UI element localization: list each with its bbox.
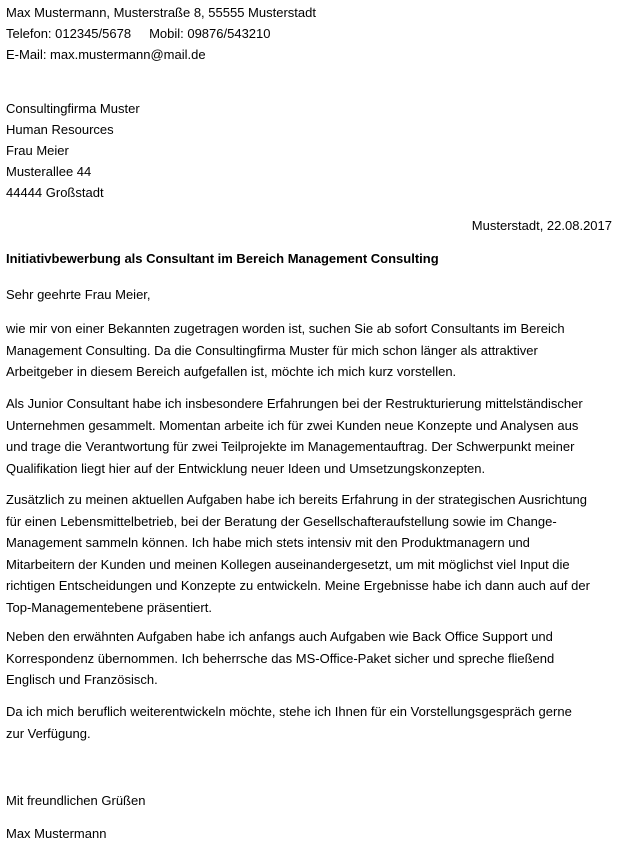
body-paragraph-4: [6, 626, 612, 691]
sender-phone: Telefon: 012345/5678: [6, 26, 132, 41]
body-paragraph-1: [6, 318, 612, 383]
paragraph-line: Neben den erwähnten Aufgaben habe ich anfangs auch Aufgaben wie Back Office Support und: [6, 629, 553, 644]
paragraph-line: zur Verfügung.: [6, 725, 91, 741]
recipient-block: [6, 98, 612, 203]
recipient-department: Human Resources: [6, 122, 114, 137]
paragraph-line: Englisch und Französisch.: [6, 672, 158, 687]
sender-mobile: Mobil: 09876/543210: [149, 26, 271, 41]
recipient-city: 44444 Großstadt: [6, 185, 104, 200]
sender-email: E-Mail: max.mustermann@mail.de: [6, 47, 206, 62]
signature-name: Max Mustermann: [6, 826, 107, 841]
paragraph-line: Als Junior Consultant habe ich insbesondere Erfahrungen bei der Restrukturierung mittelständischer: [6, 396, 583, 411]
paragraph-line: Da ich mich beruflich weiterentwickeln möchte, stehe ich Ihnen für ein Vorstellungsgespräch gerne: [6, 704, 572, 719]
paragraph-line: Arbeitgeber in diesem Bereich aufgefallen ist, möchte ich mich kurz vorstellen.: [6, 364, 457, 379]
date-line: Musterstadt, 22.08.2017: [471, 218, 612, 233]
paragraph-line: Management Consulting. Da die Consultingfirma Muster für mich schon länger als attraktiver: [6, 342, 538, 358]
sender-phone-line: [6, 23, 612, 44]
paragraph-line: Unternehmen gesammelt. Momentan arbeite ich für zwei Kunden neue Konzepte und Analysen aus: [6, 417, 579, 433]
body-paragraph-2: [6, 393, 612, 479]
body-paragraph-5: [6, 701, 612, 744]
salutation: Sehr geehrte Frau Meier,: [6, 287, 151, 302]
paragraph-line: richtigen Entscheidungen und Konzepte zu entwickeln. Meine Ergebnisse habe ich dann auch auf der: [6, 578, 590, 593]
paragraph-line: wie mir von einer Bekannten zugetragen worden ist, suchen Sie ab sofort Consultants im Bereich: [6, 321, 565, 336]
paragraph-line: Korrespondenz übernommen. Ich beherrsche das MS-Office-Paket sicher und spreche fließend: [6, 650, 555, 666]
closing-block: [6, 790, 612, 811]
recipient-company: Consultingfirma Muster: [6, 101, 140, 116]
signature-block: [6, 823, 612, 844]
closing: Mit freundlichen Grüßen: [6, 793, 146, 808]
recipient-street: Musterallee 44: [6, 164, 92, 179]
paragraph-line: für einen Lebensmittelbetrieb, bei der Beratung der Gesellschafteraufstellung sowie im Change-: [6, 513, 557, 529]
paragraph-line: und trage die Verantwortung für zwei Teilprojekte im Managementauftrag. Der Schwerpunkt meiner: [6, 439, 575, 454]
sender-address: Max Mustermann, Musterstraße 8, 55555 Musterstadt: [6, 5, 316, 20]
date-block: [6, 215, 612, 236]
subject-block: [6, 248, 612, 269]
salutation-block: [6, 284, 612, 305]
paragraph-line: Top-Managementebene präsentiert.: [6, 599, 212, 615]
paragraph-line: Zusätzlich zu meinen aktuellen Aufgaben habe ich bereits Erfahrung in der strategischen Ausrichtung: [6, 492, 588, 507]
recipient-person: Frau Meier: [6, 143, 69, 158]
paragraph-line: Mitarbeitern der Kunden und meinen Kollegen auseinandergesetzt, um mit möglichst viel Input die: [6, 556, 570, 572]
paragraph-line: Qualifikation liegt hier auf der Entwicklung neuer Ideen und Umsetzungskonzepten.: [6, 460, 486, 476]
sender-block: [6, 2, 612, 65]
subject-line: Initiativbewerbung als Consultant im Bereich Management Consulting: [6, 251, 439, 266]
body-paragraph-3: [6, 489, 612, 618]
paragraph-line: Management sammeln können. Ich habe mich stets intensiv mit den Produktmanagern und: [6, 535, 530, 550]
